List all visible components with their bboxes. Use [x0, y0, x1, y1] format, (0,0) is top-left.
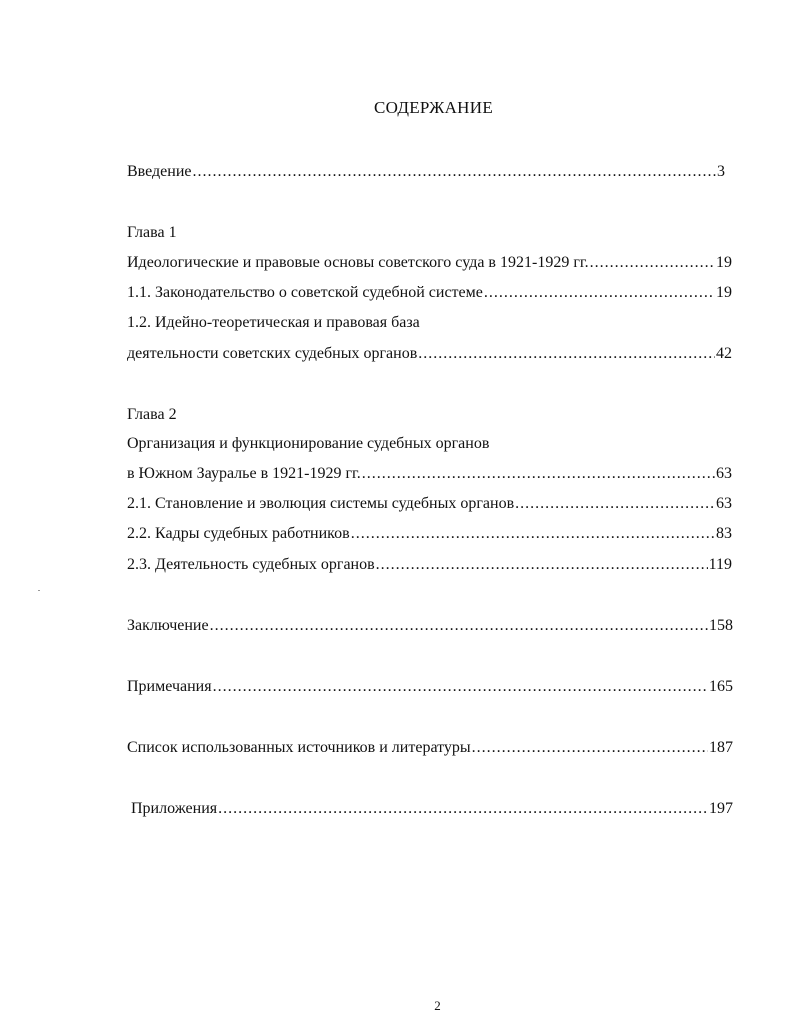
dot-leader [418, 344, 715, 364]
toc-entry-text: Приложения [131, 800, 218, 817]
toc-page-number: 158 [709, 617, 733, 634]
toc-entry-chapter-1 [127, 253, 732, 273]
dot-leader [193, 162, 717, 182]
toc-page-number: 187 [709, 739, 733, 756]
toc-entry-text: Заключение [127, 617, 209, 634]
dot-leader [484, 283, 715, 303]
toc-entry-text: 1.1. Законодательство о советской судебной системе [127, 284, 483, 301]
toc-page-number: 165 [709, 678, 733, 695]
toc-entry-section-2-1 [127, 494, 732, 514]
toc-page-number: 3 [717, 163, 725, 180]
toc-entry-section-2-2 [127, 524, 732, 544]
toc-page-number: 119 [708, 556, 732, 573]
toc-entry-intro [127, 162, 725, 182]
toc-entry-text: 2.2. Кадры судебных работников [127, 525, 350, 542]
dot-leader [515, 494, 715, 514]
toc-entry-notes [127, 677, 733, 697]
chapter-2-label: Глава 2 [127, 406, 177, 423]
dot-leader [590, 253, 715, 273]
dot-leader [210, 616, 708, 636]
toc-entry-section-1-2-line-1: 1.2. Идейно-теоретическая и правовая база [127, 314, 420, 331]
scan-speck [38, 590, 40, 591]
toc-entry-section-2-3 [127, 555, 732, 575]
toc-entry-text: Введение [127, 163, 192, 180]
dot-leader [376, 555, 708, 575]
dot-leader [362, 464, 715, 484]
dot-leader [472, 738, 708, 758]
toc-entry-text: Список использованных источников и литературы [127, 739, 471, 756]
page-title: СОДЕРЖАНИЕ [373, 98, 494, 117]
toc-page-number: 63 [716, 465, 732, 482]
toc-entry-sources [127, 738, 733, 758]
toc-page-number: 19 [716, 254, 732, 271]
toc-entry-chapter-2 [127, 464, 732, 484]
toc-entry-text: 2.1. Становление и эволюция системы судебных органов [127, 495, 515, 512]
toc-entry-section-1-2 [127, 344, 732, 364]
toc-page-number: 19 [716, 284, 732, 301]
toc-page-number: 83 [716, 525, 732, 542]
toc-entry-conclusion [127, 616, 733, 636]
toc-entry-text: Примечания [127, 678, 212, 695]
toc-entry-appendices [131, 799, 733, 819]
dot-leader [218, 799, 708, 819]
toc-entry-chapter-2-line-1: Организация и функционирование судебных органов [127, 435, 490, 452]
toc-page-number: 197 [709, 800, 733, 817]
toc-entry-text: в Южном Зауралье в 1921-1929 гг. [127, 465, 361, 482]
toc-page-number: 42 [716, 345, 732, 362]
page-number: 2 [434, 998, 441, 1013]
dot-leader [213, 677, 708, 697]
toc-entry-text: Идеологические и правовые основы советского суда в 1921-1929 гг. [127, 254, 589, 271]
dot-leader [351, 524, 715, 544]
toc-entry-text: 2.3. Деятельность судебных органов [127, 556, 375, 573]
toc-entry-section-1-1 [127, 283, 732, 303]
toc-page-number: 63 [716, 495, 732, 512]
toc-entry-text: деятельности советских судебных органов [127, 345, 418, 362]
chapter-1-label: Глава 1 [127, 224, 177, 241]
